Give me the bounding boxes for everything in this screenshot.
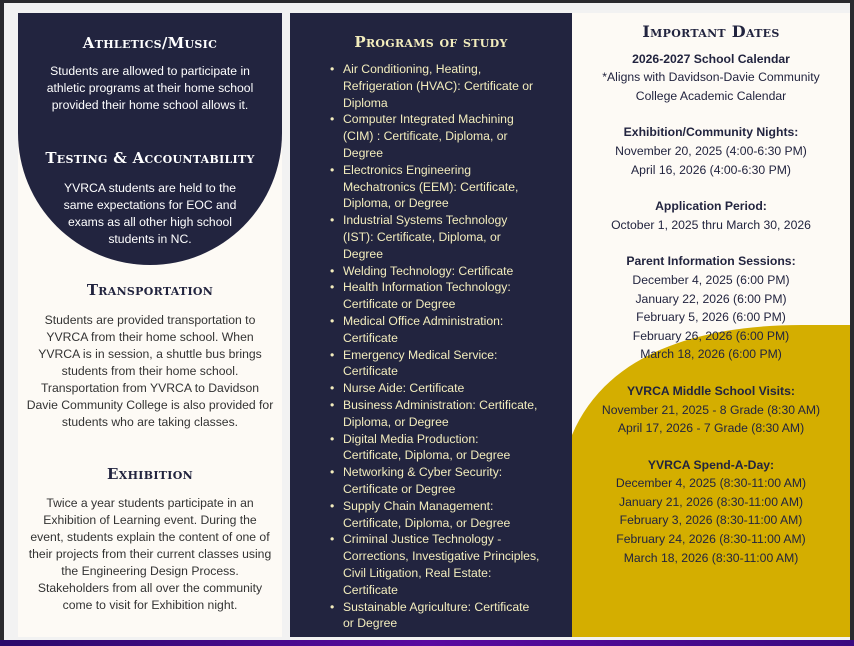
date-line: January 21, 2026 (8:30-11:00 AM) [618, 494, 804, 509]
date-group [572, 252, 850, 364]
date-group [572, 382, 850, 438]
transportation-heading: Transportation [86, 281, 214, 299]
brochure-page [4, 3, 850, 640]
date-line: February 26, 2026 (6:00 PM) [632, 328, 790, 343]
date-group-title: YVRCA Spend-A-Day: [647, 457, 775, 472]
date-line: April 16, 2026 (4:00-6:30 PM) [631, 162, 791, 177]
program-item: • Welding Technology: Certificate [330, 263, 540, 280]
program-item: • Industrial Systems Technology (IST): Certificate, Diploma, or Degree [330, 212, 540, 262]
date-line: March 18, 2026 (6:00 PM) [640, 347, 782, 362]
program-item: • Health Information Technology: Certificate or Degree [330, 279, 540, 313]
athletics-heading: Athletics/Music [82, 34, 218, 52]
date-line: December 4, 2025 (6:00 PM) [632, 272, 790, 287]
program-item: • Networking & Cyber Security: Certificate or Degree [330, 464, 540, 498]
calendar-title: 2026-2027 School Calendar [632, 51, 790, 66]
date-group-title: Application Period: [655, 199, 767, 214]
transportation-text: Students are provided transportation to YVRCA from their home school. When YVRCA is in session, a shuttle bus brings students from their home school. Transportation from YVRCA to Davidson Davie Community College is also provided for students who are taking classes. [26, 313, 274, 429]
exhibition-text: Twice a year students participate in an Exhibition of Learning event. During the event, students explain the content of one of their projects from their current classes using the Engineering Design Process. Stakeholders from all over the community come to visit for Exhibition night. [28, 496, 272, 612]
date-group [572, 123, 850, 179]
program-item: • Electronics Engineering Mechatronics (EEM): Certificate, Diploma, or Degree [330, 162, 540, 212]
programs-list [330, 61, 540, 632]
calendar-note-1: *Aligns with Davidson-Davie Community [602, 70, 820, 85]
dates-column [572, 13, 850, 637]
program-item: • Digital Media Production: Certificate, Diploma, or Degree [330, 431, 540, 465]
program-item: • Business Administration: Certificate, Diploma, or Degree [330, 397, 540, 431]
date-line: February 3, 2026 (8:30-11:00 AM) [619, 513, 803, 528]
athletics-text: Students are allowed to participate in athletic programs at their home school provided their home school allows it. [46, 64, 254, 112]
date-group-title: YVRCA Middle School Visits: [627, 383, 795, 398]
dates-heading: Important Dates [642, 22, 780, 41]
programs-column [290, 13, 572, 637]
date-line: February 24, 2026 (8:30-11:00 AM) [616, 532, 806, 547]
program-item: • Nurse Aide: Certificate [330, 380, 540, 397]
program-item: • Criminal Justice Technology - Corrections, Investigative Principles, Civil Litigation, Real Estate: Certificate [330, 531, 540, 598]
program-item: • Computer Integrated Machining (CIM) : Certificate, Diploma, or Degree [330, 111, 540, 161]
exhibition-heading: Exhibition [107, 465, 193, 483]
testing-text: YVRCA students are held to the same expectations for EOC and exams as all other high school students in NC. [63, 181, 237, 246]
date-line: March 18, 2026 (8:30-11:00 AM) [623, 550, 799, 565]
date-line: February 5, 2026 (6:00 PM) [636, 310, 786, 325]
date-line: October 1, 2025 thru March 30, 2026 [611, 217, 811, 232]
date-group [572, 197, 850, 234]
calendar-note-2: College Academic Calendar [635, 88, 787, 103]
date-line: April 17, 2026 - 7 Grade (8:30 AM) [617, 421, 805, 436]
date-group-title: Parent Information Sessions: [626, 254, 796, 269]
date-group [572, 456, 850, 568]
program-item: • Emergency Medical Service: Certificate [330, 347, 540, 381]
date-line: November 21, 2025 - 8 Grade (8:30 AM) [601, 402, 821, 417]
program-item: • Sustainable Agriculture: Certificate or Degree [330, 599, 540, 633]
bottom-bar [0, 640, 854, 646]
testing-heading: Testing & Accountability [45, 149, 255, 167]
date-line: December 4, 2025 (8:30-11:00 AM) [615, 476, 807, 491]
left-column [18, 13, 282, 637]
program-item: • Supply Chain Management: Certificate, Diploma, or Degree [330, 498, 540, 532]
programs-heading: Programs of study [354, 33, 508, 51]
program-item: • Air Conditioning, Heating, Refrigeration (HVAC): Certificate or Diploma [330, 61, 540, 111]
date-group-title: Exhibition/Community Nights: [623, 125, 799, 140]
date-line: January 22, 2026 (6:00 PM) [635, 291, 787, 306]
date-line: November 20, 2025 (4:00-6:30 PM) [615, 143, 807, 158]
program-item: • Medical Office Administration: Certificate [330, 313, 540, 347]
